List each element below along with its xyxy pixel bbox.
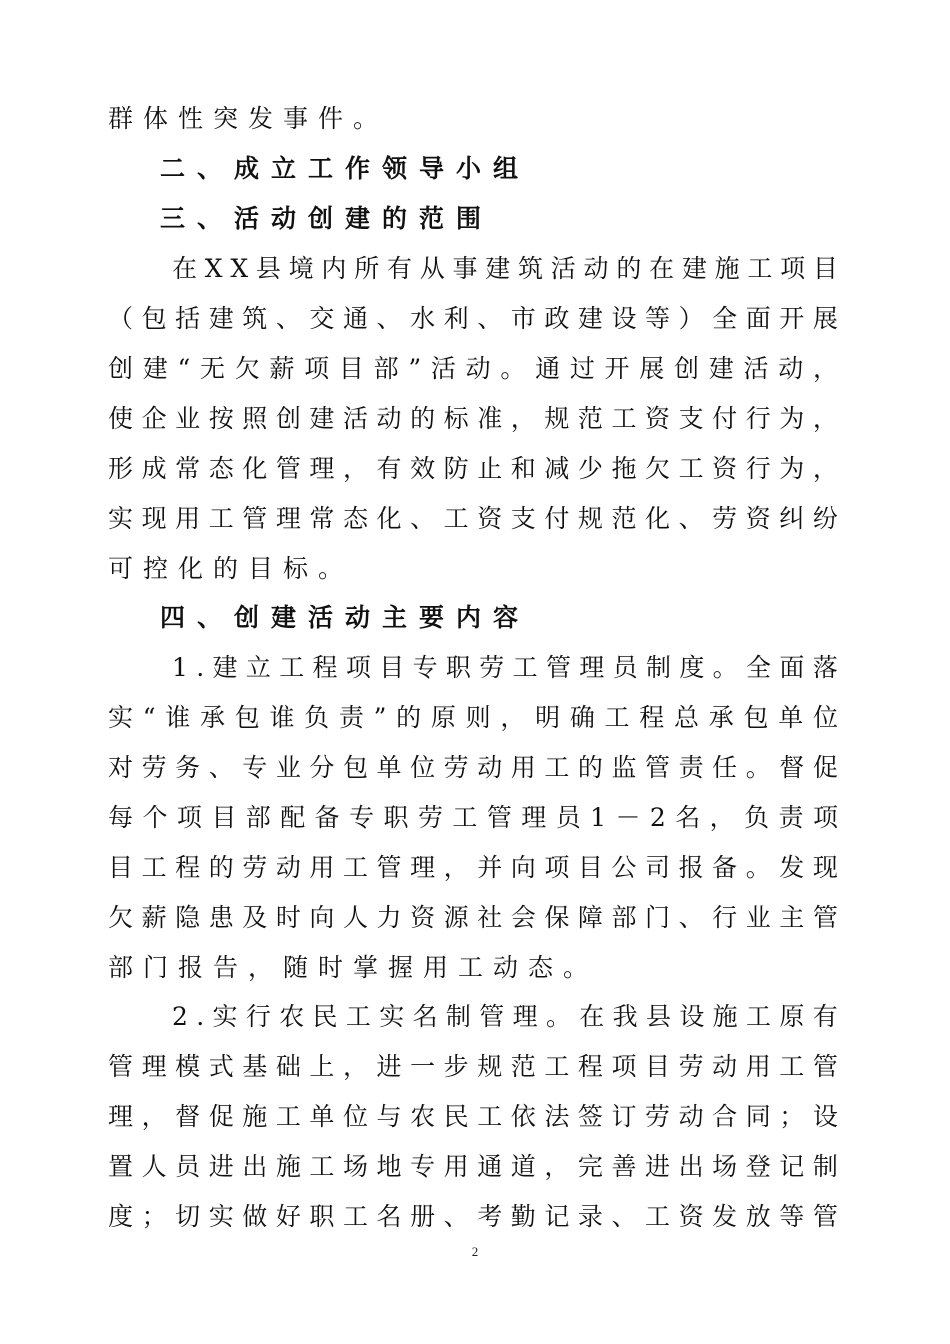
text-line: 实 “ 谁 承 包 谁 负 责 ” 的 原 则 ， 明 确 工 程 总 承 包 单 位 [108,703,838,732]
text-line: 对 劳 务 、 专 业 分 包 单 位 劳 动 用 工 的 监 管 责 任 。 督 促 [108,753,838,782]
text-line: 形 成 常 态 化 管 理 ， 有 效 防 止 和 减 少 拖 欠 工 资 行 为 ， [108,454,838,483]
text-line: 部门报告，随时掌握用工动态。 [108,953,599,982]
section-heading-4: 四、创建活动主要内容 [160,603,531,632]
text-line: 置 人 员 进 出 施 工 场 地 专 用 通 道 ， 完 善 进 出 场 登 记 制 [108,1152,838,1181]
section-heading-2: 二、成立工作领导小组 [160,154,531,183]
text-line: 2 . 实 行 农 民 工 实 名 制 管 理 。 在 我 县 设 施 工 原 有 [172,1002,838,1031]
text-line: 使 企 业 按 照 创 建 活 动 的 标 准 ， 规 范 工 资 支 付 行 为 ， [108,404,838,433]
text-line: 实 现 用 工 管 理 常 态 化 、 工 资 支 付 规 范 化 、 劳 资 纠 纷 [108,504,838,533]
text-line: 欠 薪 隐 患 及 时 向 人 力 资 源 社 会 保 障 部 门 、 行 业 主 管 [108,903,838,932]
text-line: 度 ； 切 实 做 好 职 工 名 册 、 考 勤 记 录 、 工 资 发 放 等 管 [108,1202,838,1231]
text-line: 每 个 项 目 部 配 备 专 职 劳 工 管 理 员 1 － 2 名 ， 负 责 项 [108,803,838,832]
text-line: 目 工 程 的 劳 动 用 工 管 理 ， 并 向 项 目 公 司 报 备 。 发 现 [108,853,838,882]
text-line: 可控化的目标。 [108,554,354,583]
text-line: 理 ， 督 促 施 工 单 位 与 农 民 工 依 法 签 订 劳 动 合 同 ； 设 [108,1102,838,1131]
page-number: 2 [471,1244,479,1259]
text-line: 1 . 建 立 工 程 项 目 专 职 劳 工 管 理 员 制 度 。 全 面 落 [172,653,838,682]
text-line: 在 X X 县 境 内 所 有 从 事 建 筑 活 动 的 在 建 施 工 项 目 [172,254,838,283]
text-line: 创 建 “ 无 欠 薪 项 目 部 ” 活 动 。 通 过 开 展 创 建 活 动 ， [108,354,838,383]
text-line: 群体性突发事件。 [108,104,389,133]
text-line: 管 理 模 式 基 础 上 ， 进 一 步 规 范 工 程 项 目 劳 动 用 工 管 [108,1052,838,1081]
text-line: （ 包 括 建 筑 、 交 通 、 水 利 、 市 政 建 设 等 ） 全 面 开 展 [108,304,838,333]
section-heading-3: 三、活动创建的范围 [160,204,494,233]
